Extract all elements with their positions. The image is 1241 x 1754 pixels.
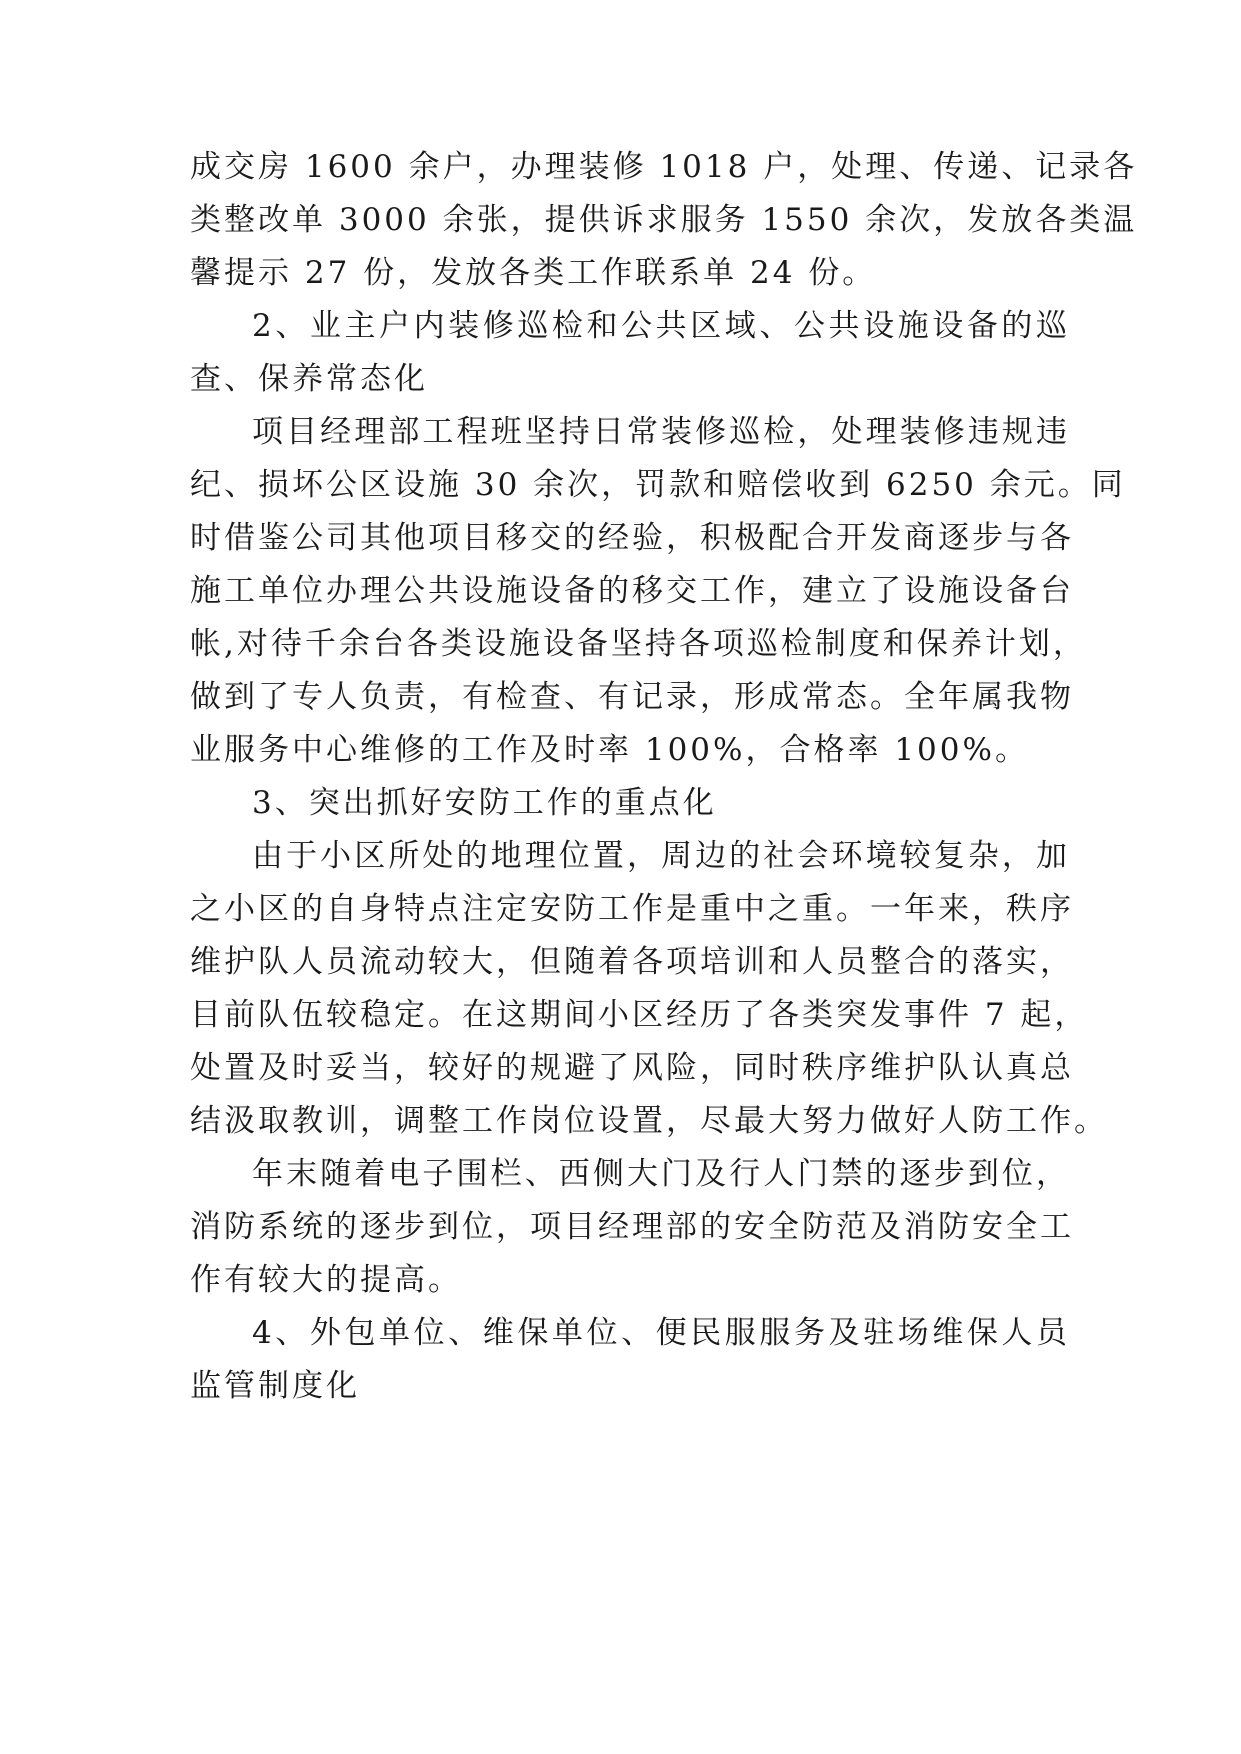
section-heading: 4、外包单位、维保单位、便民服服务及驻场维保人员 [252,1315,1070,1351]
text-line: 施工单位办理公共设施设备的移交工作，建立了设施设备台 [190,573,1074,609]
section-heading: 查、保养常态化 [190,361,428,397]
section-heading: 2、业主户内装修巡检和公共区域、公共设施设备的巡 [252,308,1070,344]
section-heading: 3、突出抓好安防工作的重点化 [252,785,717,821]
text-line: 作有较大的提高。 [190,1262,462,1298]
text-line: 帐,对待千余台各类设施设备坚持各项巡检制度和保养计划， [190,626,1087,662]
text-line: 馨提示 27 份，发放各类工作联系单 24 份。 [190,255,877,291]
text-line: 处置及时妥当，较好的规避了风险，同时秩序维护队认真总 [190,1050,1074,1086]
text-line: 由于小区所处的地理位置，周边的社会环境较复杂，加 [252,838,1070,874]
text-line: 类整改单 3000 余张，提供诉求服务 1550 余次，发放各类温 [190,202,1138,238]
text-line: 业服务中心维修的工作及时率 100%，合格率 100%。 [190,732,1029,768]
section-heading: 监管制度化 [190,1368,360,1404]
text-line: 维护队人员流动较大，但随着各项培训和人员整合的落实， [190,944,1074,980]
text-line: 年末随着电子围栏、西侧大门及行人门禁的逐步到位， [252,1156,1070,1192]
text-line: 成交房 1600 余户，办理装修 1018 户，处理、传递、记录各 [190,149,1138,185]
text-line: 消防系统的逐步到位，项目经理部的安全防范及消防安全工 [190,1209,1074,1245]
text-line: 时借鉴公司其他项目移交的经验，积极配合开发商逐步与各 [190,520,1074,556]
text-line: 之小区的自身特点注定安防工作是重中之重。一年来，秩序 [190,891,1074,927]
text-line: 目前队伍较稳定。在这期间小区经历了各类突发事件 7 起， [190,997,1089,1033]
text-line: 结汲取教训，调整工作岗位设置，尽最大努力做好人防工作。 [190,1103,1108,1139]
text-line: 纪、损坏公区设施 30 余次，罚款和赔偿收到 6250 余元。同 [190,467,1126,503]
text-line: 做到了专人负责，有检查、有记录，形成常态。全年属我物 [190,679,1074,715]
text-line: 项目经理部工程班坚持日常装修巡检，处理装修违规违 [252,414,1070,450]
